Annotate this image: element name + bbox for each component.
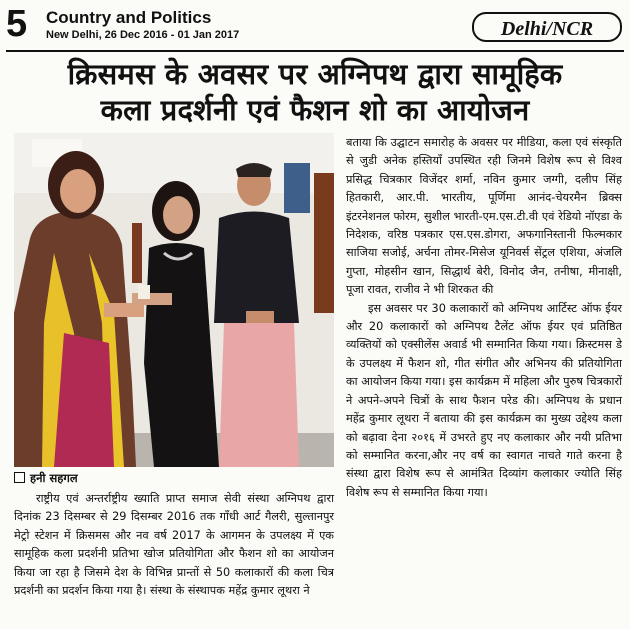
headline-line-2: कला प्रदर्शनी एवं फैशन शो का आयोजन [100,93,530,127]
dateline: New Delhi, 26 Dec 2016 - 01 Jan 2017 [46,29,240,41]
photo-illustration [14,133,334,467]
headline [4,56,626,128]
byline-square-icon [14,472,25,483]
header-rule [6,50,624,52]
byline-author: हनी सहगल [30,471,78,485]
edition-badge: Delhi/NCR [472,12,622,42]
headline-line-1: क्रिसमस के अवसर पर अग्निपथ द्वारा सामूहिक [67,57,563,91]
article-intro: राष्ट्रीय एवं अन्तर्राष्ट्रीय ख्याति प्राप्त समाज सेवी संस्था अग्निपथ द्वारा दिनांक 23 दिसम्बर से 29 दिसम्बर 2016 तक गाँधी आर्ट गैलरी, सुल्तानपुर मेट्रो स्टेशन में क्रिसमस और नव वर्ष 2017 के आगमन के उपलक्ष्य में एक सामूहिक कला प्रदर्शनी प्रतिभा खोज प्रतियोगिता और फैशन शो का आयोजन किया जा रहा है जिसमे देश के विभिन्न प्रान्तों से 50 कलाकारों की कला चित्र प्रदर्शनी का प्रदर्शन किया गया है। संस्था के संस्थापक महेंद्र कुमार लूथरा ने [14,492,334,598]
article-column-left [14,490,334,600]
page-number: 5 [6,3,28,45]
article-paragraph-1: बताया कि उद्घाटन समारोह के अवसर पर मीडिया, कला एवं संस्कृति से जुडी अनेक हस्तियाँ उपस्थित रही जिनमे विशेष रूप से विश्व प्रसिद्ध चित्रकार विजेंदर शर्मा, नविन कुमार जग्गी, दलीप सिंह हितकारी, आर.पी. भारतीय, पूर्णिमा आनंद-चेयरमैन ब्रिक्स इंटरनेशनल फोरम, सुशील भारती-एम.एस.टी.वी एवं रेडियो नॉएडा के निदेशक, वरिष्ठ पत्रकार एस.एस.डोगरा, अफगानिस्तानी फिल्मकार साजिया सजोई, अर्चना तोमर-मिसेज यूनिवर्स सेंट्रल एशिया, अंजलि गुप्ता, मोहसीन खान, सिद्धार्थ बेरी, विनोद जैन, तनीषा, मीनाक्षी, पूजा रावत, राजीव ने भी शिरकत की [346,136,622,297]
section-title: Country and Politics [46,8,212,27]
event-photo [14,133,334,467]
article-paragraph-2: इस अवसर पर 30 कलाकारों को अग्निपथ आर्टिस्ट ऑफ ईयर और 20 कलाकारों को अग्निपथ टैलेंट ऑफ ईयर एवं प्रतिष्ठित व्यक्तियों को एक्सीलेंस अवार्ड भी सम्मानित किया गया। क्रिस्टमस डे के उपलक्ष्य में फैशन शो, गीत संगीत और अभिनय की प्रतियोगिता का आयोजन किया गया। इस कार्यक्रम में महिला और पुरुष चित्रकारों ने अपने-अपने चित्रों के साथ फैशन परेड की। अग्निपथ के प्रधान महेंद्र कुमार लूथरा नें बताया की इस कार्यक्रम का मुख्य उद्देश्य कला को बढ़ावा देना २०१६ में उभरते हुए नए कलाकार और नयी प्रतिभा को सम्मानित करना,और नए वर्ष का स्वागत नाचते गाते करना है संस्था द्वारा विशेष रूप से आमंत्रित दिव्यांग कलाकार ज्योति सिंह विशेष रूप से सम्मानित किया गया। [346,301,622,499]
byline [14,471,334,486]
article-column-right [346,134,622,502]
